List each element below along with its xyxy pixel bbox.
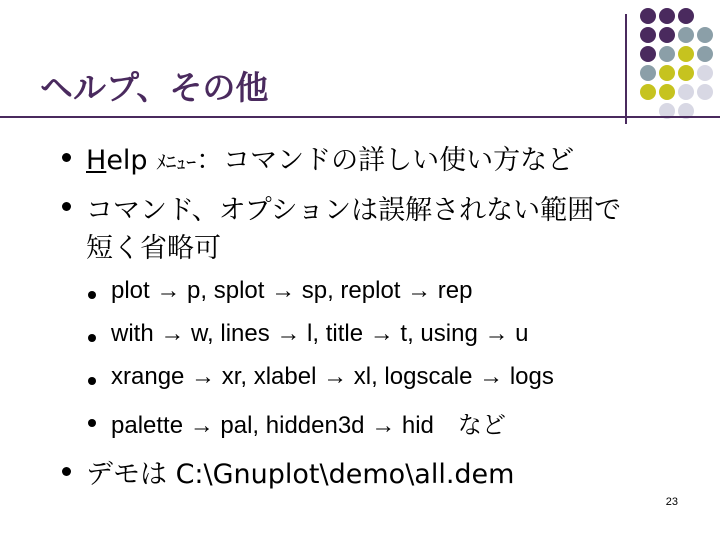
bullet-point	[62, 153, 71, 162]
decorative-dot	[659, 8, 675, 24]
decorative-dot	[678, 65, 694, 81]
decorative-dot	[678, 46, 694, 62]
sub-bullet-point	[88, 334, 96, 342]
decorative-vertical-line	[625, 14, 627, 124]
bullet-point	[62, 467, 71, 476]
bullet-item-abbrev-line2: 短く省略可	[86, 233, 221, 264]
bullet-item-abbrev-line1: コマンド、オプションは誤解されない範囲で	[86, 195, 622, 226]
decorative-dot	[640, 65, 656, 81]
decorative-dot	[697, 84, 713, 100]
decorative-dot	[678, 27, 694, 43]
decorative-dot	[640, 84, 656, 100]
decorative-dot	[697, 27, 713, 43]
help-underlined-letter: H	[86, 145, 107, 176]
decorative-dot	[640, 8, 656, 24]
sub-item: plot → p, splot → sp, replot → rep	[111, 277, 473, 304]
page-number: 23	[665, 496, 678, 508]
decorative-dot	[640, 27, 656, 43]
decorative-dot	[659, 46, 675, 62]
decorative-dot	[659, 65, 675, 81]
sub-item: xrange → xr, xlabel → xl, logscale → logs	[111, 363, 554, 390]
title-underline	[0, 116, 720, 118]
help-text: elp	[106, 145, 157, 176]
slide-title: ヘルプ、その他	[40, 68, 269, 107]
help-description: ：コマンドの詳しい使い方など	[196, 145, 575, 176]
bullet-item-help	[86, 138, 574, 177]
sub-bullet-point	[88, 291, 96, 299]
decorative-dot	[640, 46, 656, 62]
help-menu-text: ﾒﾆｭｰ	[156, 150, 197, 174]
decorative-dot	[697, 65, 713, 81]
bullet-point	[62, 202, 71, 211]
sub-bullet-point	[88, 377, 96, 385]
decorative-dot	[659, 84, 675, 100]
sub-item: palette → pal, hidden3d → hid など	[111, 412, 506, 439]
sub-item: with → w, lines → l, title → t, using → u	[111, 320, 529, 347]
decorative-dot	[678, 8, 694, 24]
decorative-dot	[697, 46, 713, 62]
decorative-dot	[659, 27, 675, 43]
decorative-dot	[678, 84, 694, 100]
bullet-item-demo: デモは C:\Gnuplot\demo\all.dem	[86, 459, 515, 490]
sub-bullet-point	[88, 419, 96, 427]
